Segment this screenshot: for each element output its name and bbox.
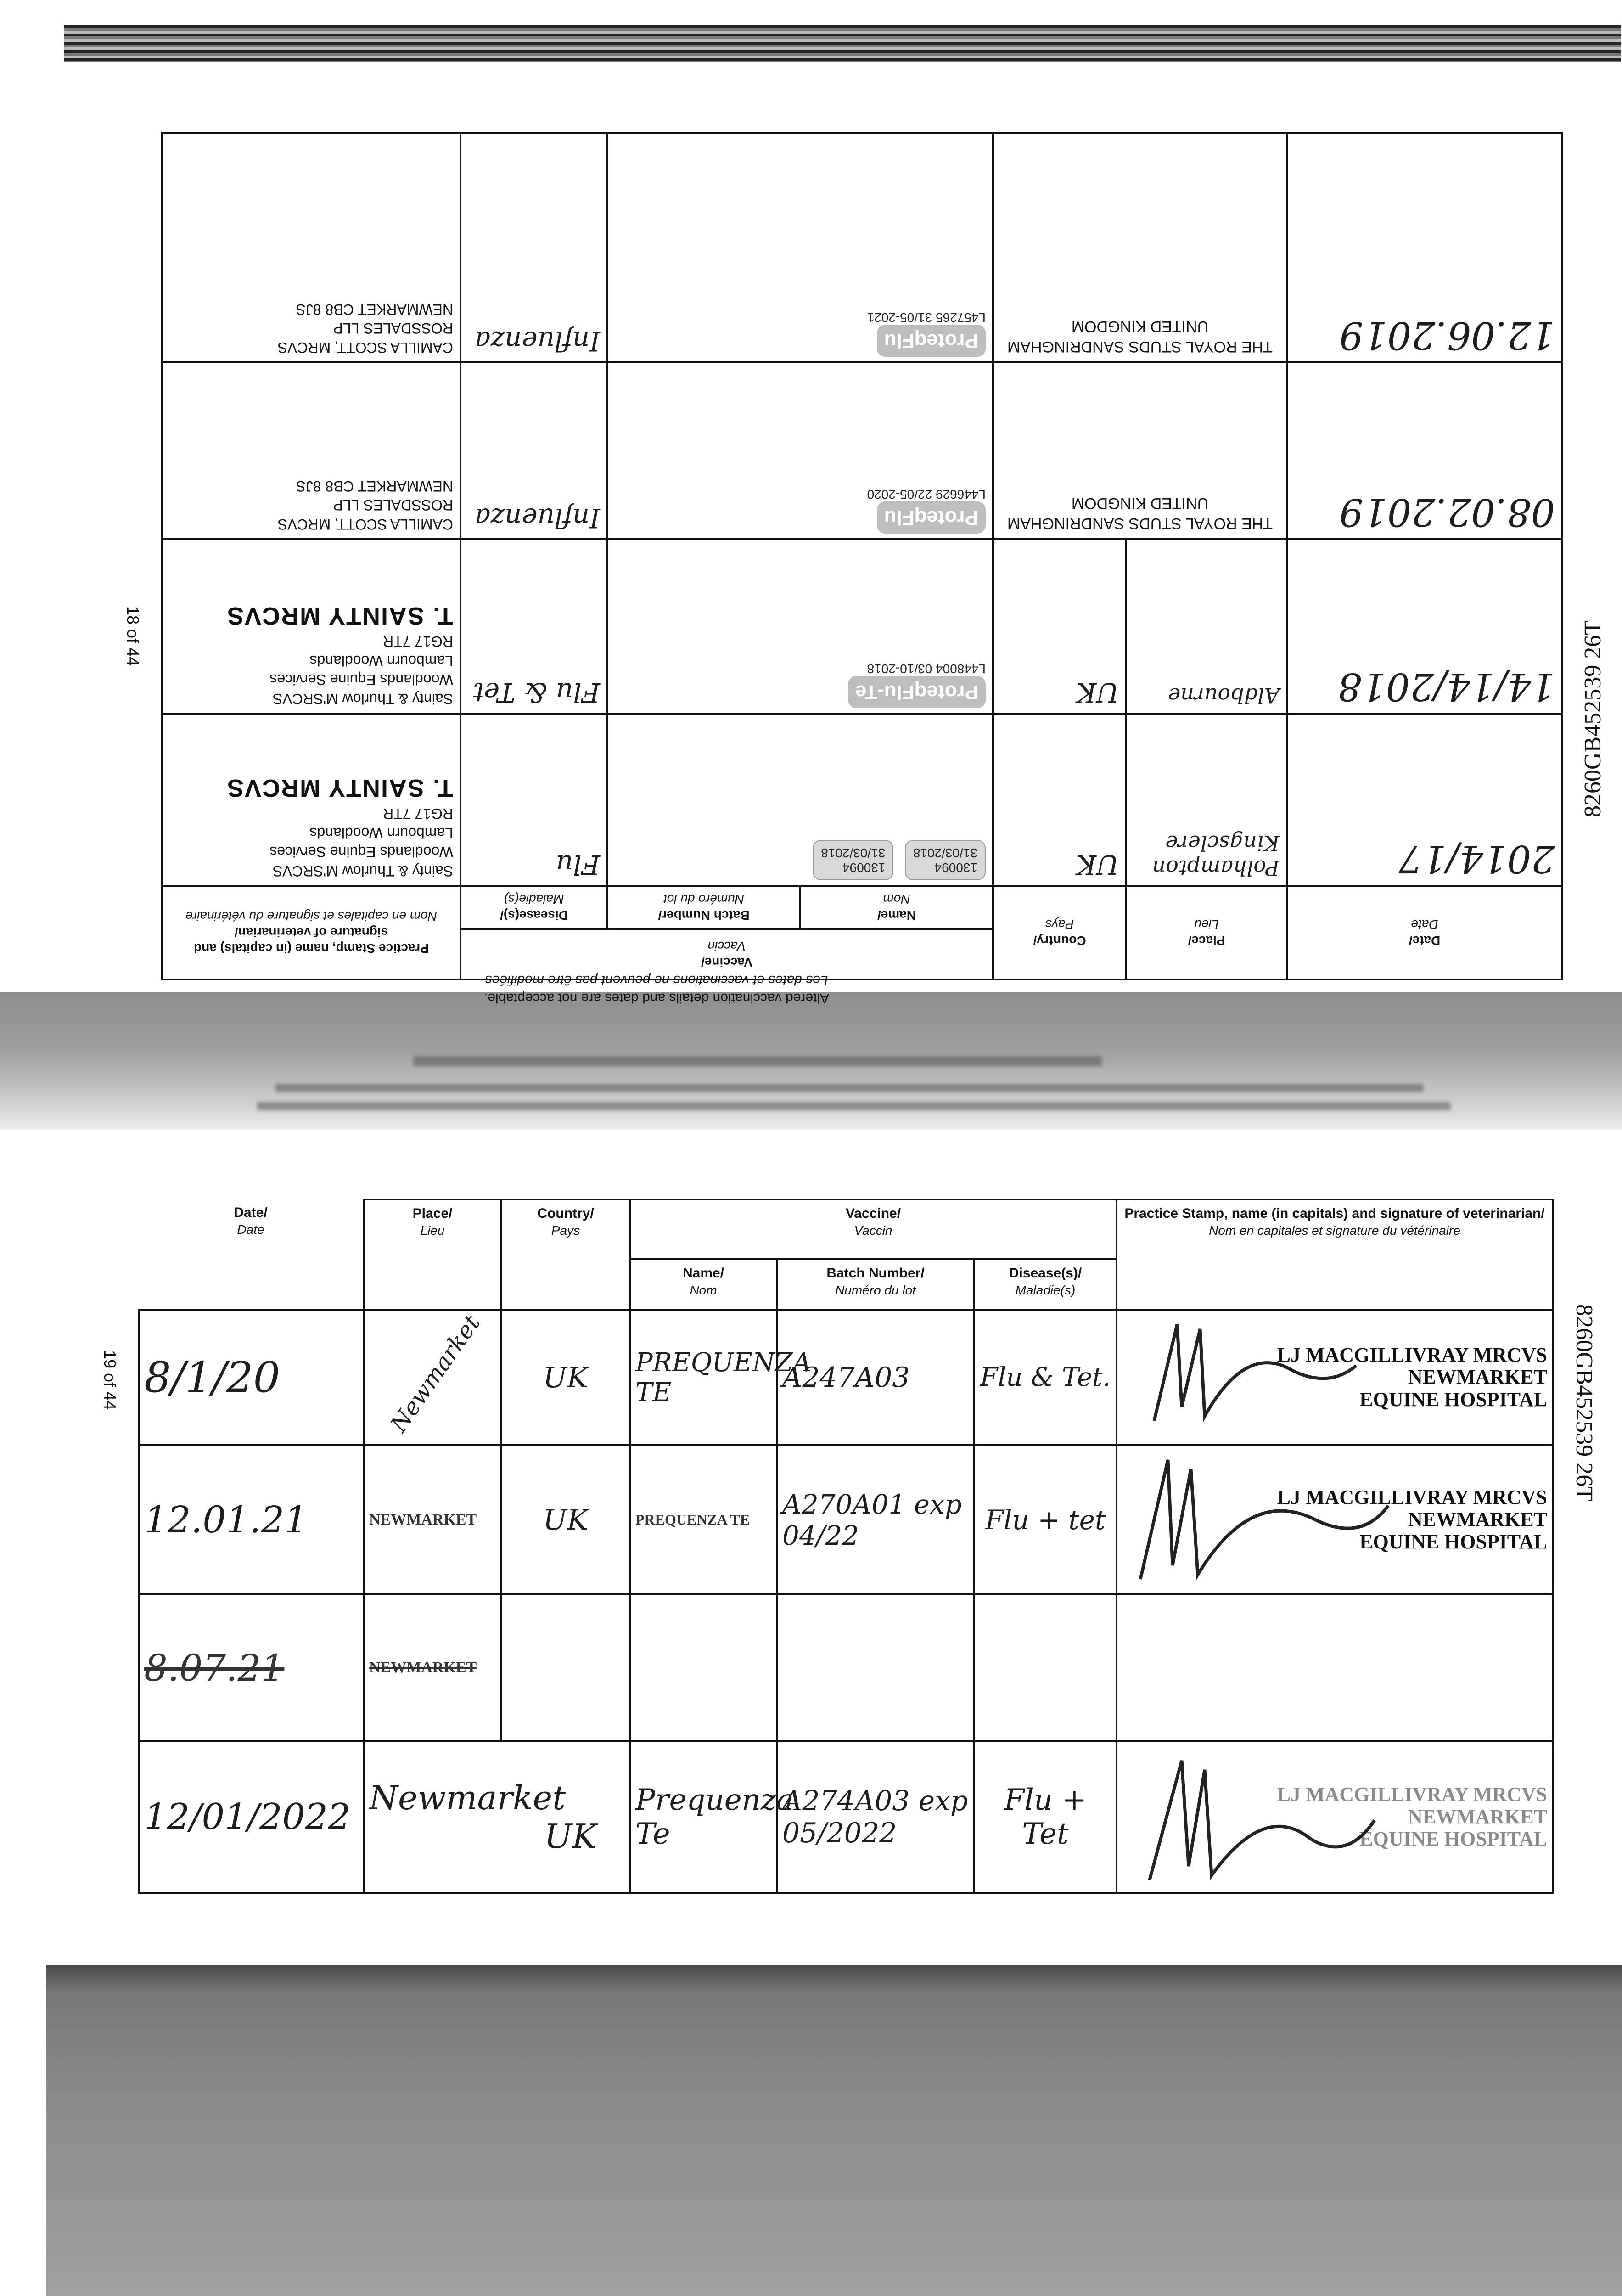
- proteqflu-sticker: ProteqFlu: [877, 501, 986, 534]
- header-batch: Batch Number/ Numéro du lot: [777, 1259, 974, 1310]
- header-name: Name/ Nom: [800, 886, 993, 929]
- stamp-cell: [162, 362, 460, 539]
- proteqflu-sticker: ProteqFlu-Te: [848, 676, 986, 708]
- batch-cell: [777, 1594, 974, 1741]
- practice-stamp: Sainty & Thurlow M'SRCVS Woodlands Equine Services Lambourn Woodlands RG17 7TR T. SAINTY MRCVS: [226, 774, 453, 879]
- header-date: Date/ Date: [1287, 886, 1562, 979]
- header-date: Date/ Date: [139, 1199, 364, 1310]
- place-cell: NEWMARKET: [364, 1445, 501, 1594]
- stamp-cell: [1117, 1594, 1553, 1741]
- disease-cell: Flu & Tet.: [974, 1310, 1117, 1445]
- place-cell: Newmarket UK: [364, 1741, 630, 1893]
- header-place: Place/ Lieu: [1126, 886, 1287, 979]
- date-cell: 12.06.2019: [1287, 133, 1562, 362]
- disease-cell: Influenza: [460, 362, 607, 539]
- vet-signature: [1127, 1315, 1365, 1435]
- header-disease: Disease(s)/ Maladie(s): [974, 1259, 1117, 1310]
- header-country: Country/ Pays: [993, 886, 1126, 979]
- date-cell: 2014/17: [1287, 714, 1562, 886]
- altered-details-note: Altered vaccination details and dates are not acceptable. Les dates et vaccinations ne peuvent pas être modifiées: [483, 973, 830, 1006]
- page-number-upper: 18 of 44: [123, 606, 142, 666]
- table-row: [162, 362, 1562, 539]
- disease-cell: Flu + Tet: [974, 1741, 1117, 1893]
- disease-cell: Flu + tet: [974, 1445, 1117, 1594]
- header-country: Country/ Pays: [501, 1199, 630, 1310]
- practice-stamp: CAMILLA SCOTT, MRCVS ROSSDALES LLP NEWMARKET CB8 8JS: [277, 478, 453, 533]
- header-name: Name/ Nom: [630, 1259, 777, 1310]
- place-cell: NEWMARKET: [364, 1594, 501, 1741]
- date-cell: 08.02.2019: [1287, 362, 1562, 539]
- header-place: Place/ Lieu: [364, 1199, 501, 1310]
- header-stamp: Practice Stamp, name (in capitals) and signature of veterinarian/ Nom en capitales et signature du vétérinaire: [1117, 1199, 1553, 1310]
- stamp-cell: [162, 539, 460, 714]
- date-cell: 12.01.21: [139, 1445, 364, 1594]
- practice-stamp: LJ MACGILLIVRAY MRCVS NEWMARKET EQUINE HOSPITAL: [1277, 1486, 1547, 1553]
- header-batch: Batch Number/ Numéro du lot: [607, 886, 800, 929]
- vaccine-name-cell: Prequenza Te: [630, 1741, 777, 1893]
- batch-cell: A247A03: [777, 1310, 974, 1445]
- scan-shadow-middle: [0, 992, 1622, 1130]
- vaccine-sticker: 130094 31/03/2018: [905, 840, 986, 880]
- page-number-lower: 19 of 44: [101, 1350, 119, 1410]
- disease-cell: Influenza: [460, 133, 607, 362]
- table-row: [139, 1310, 1553, 1445]
- place-cell: Polhampton Kingsclere: [1126, 714, 1287, 886]
- passport-number-upper: 8260GB452539 26T: [1580, 620, 1606, 817]
- batch-cell: A270A01 exp 04/22: [777, 1445, 974, 1594]
- country-cell: UK: [993, 539, 1126, 714]
- vaccine-name-cell: [630, 1594, 777, 1741]
- vaccine-name-cell: PREQUENZA TE: [630, 1445, 777, 1594]
- stamp-cell: [1117, 1310, 1553, 1445]
- batch-cell: A274A03 exp 05/2022: [777, 1741, 974, 1893]
- country-cell: UK: [501, 1310, 630, 1445]
- vet-signature: [1127, 1747, 1384, 1889]
- vaccine-sticker-cell: [607, 714, 993, 886]
- table-row: [162, 133, 1562, 362]
- table-row: [162, 714, 1562, 886]
- date-cell: 12/01/2022: [139, 1741, 364, 1893]
- scan-border-top: [64, 25, 1621, 62]
- disease-cell: [974, 1594, 1117, 1741]
- table-row: [139, 1594, 1553, 1741]
- table-row: [139, 1445, 1553, 1594]
- practice-stamp: LJ MACGILLIVRAY MRCVS NEWMARKET EQUINE HOSPITAL: [1277, 1343, 1547, 1411]
- place-cell: THE ROYAL STUDS SANDRINGHAM UNITED KINGDOM: [993, 362, 1287, 539]
- upper-vaccination-table: [163, 140, 1563, 980]
- header-vaccine: Vaccine/ Vaccin: [630, 1199, 1117, 1259]
- table-row: [162, 539, 1562, 714]
- stamp-cell: [1117, 1741, 1553, 1893]
- passport-number-lower: 8260GB452539 26T: [1571, 1304, 1597, 1501]
- stamp-cell: [1117, 1445, 1553, 1594]
- vaccine-sticker-cell: ProteqFlu L446629 22/05-2020: [607, 362, 993, 539]
- place-cell: Newmarket: [364, 1310, 501, 1445]
- date-cell: 8/1/20: [139, 1310, 364, 1445]
- country-cell: UK: [993, 714, 1126, 886]
- table-row: [139, 1741, 1553, 1893]
- proteqflu-sticker: ProteqFlu: [877, 325, 986, 357]
- practice-stamp: Sainty & Thurlow M'SRCVS Woodlands Equine Services Lambourn Woodlands RG17 7TR T. SAINTY MRCVS: [226, 602, 453, 707]
- country-cell: UK: [501, 1445, 630, 1594]
- practice-stamp: CAMILLA SCOTT, MRCVS ROSSDALES LLP NEWMARKET CB8 8JS: [277, 301, 453, 356]
- stamp-cell: [162, 714, 460, 886]
- header-stamp: Practice Stamp, name (in capitals) and signature of veterinarian/ Nom en capitales et signature du vétérinaire: [162, 886, 460, 979]
- vet-signature: [1122, 1451, 1398, 1588]
- vaccine-sticker-cell: ProteqFlu L457265 31/05-2021: [607, 133, 993, 362]
- country-cell: [501, 1594, 630, 1741]
- vaccine-sticker: 130094 31/03/2018: [813, 840, 893, 880]
- header-vaccine: Vaccine/ Vaccin: [460, 929, 993, 979]
- place-cell: Aldbourne: [1126, 539, 1287, 714]
- stamp-cell: [162, 133, 460, 362]
- lower-vaccination-table: [138, 1199, 1552, 1915]
- vaccine-name-cell: PREQUENZA TE: [630, 1310, 777, 1445]
- place-cell: THE ROYAL STUDS SANDRINGHAM UNITED KINGDOM: [993, 133, 1287, 362]
- disease-cell: Flu: [460, 714, 607, 886]
- vaccine-sticker-cell: ProteqFlu-Te L448004 03/10-2018: [607, 539, 993, 714]
- scan-border-bottom: [46, 1965, 1622, 2296]
- header-disease: Disease(s)/ Maladie(s): [460, 886, 607, 929]
- disease-cell: Flu & Tet: [460, 539, 607, 714]
- date-cell: 8.07.21: [139, 1594, 364, 1741]
- practice-stamp: LJ MACGILLIVRAY MRCVS NEWMARKET EQUINE HOSPITAL: [1277, 1783, 1547, 1851]
- date-cell: 14/14/2018: [1287, 539, 1562, 714]
